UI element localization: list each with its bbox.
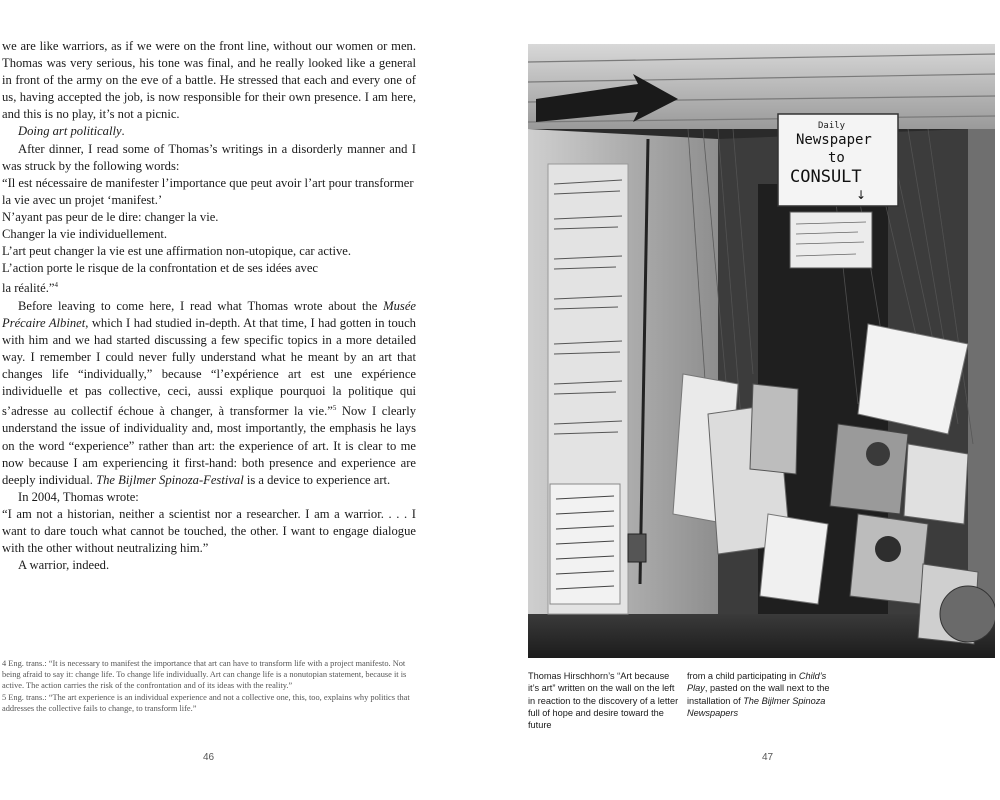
text-span: A warrior, indeed. [18,558,110,573]
footnote-4: 4 Eng. trans.: “It is necessary to manifest the importance that art can have to transform life with a project manifesto. Not being afraid to say it: change life. To change life individually. Art can change life is a nonutopian statement, because it is active. The action carries the risk of the confrontation and of its ideas with the reality.” [2,659,407,691]
text-span: we are like warriors, as if we were on the front line, without our women or men. Thomas was very serious, his tone was final, and he really looked like a general in front of the army on the eve of a battle. He stressed that each and every one of us, having accepted the job, is now responsible for their own presence. I am here, and this is no play, it’s not a picnic. [2,39,416,122]
ceiling [528,44,995,129]
paragraph-1 [2,38,416,123]
sign-line-1: Newspaper [796,132,872,148]
quote-line-4 [2,243,416,260]
text-span: is a device to experience art. [243,472,391,487]
quote-line-1 [2,175,416,209]
footnote-ref: 5 [332,404,337,413]
photo-caption-col-1: Thomas Hirschhorn’s “Art because it’s art” written on the wall on the left in reaction to the discovery of a letter full of hope and desire toward the future [528,671,679,731]
text-span: la réalité.” [2,281,55,296]
text-span: Before leaving to come here, I read what Thomas wrote about the [18,298,384,313]
quote-line-5 [2,260,416,277]
quote-line-6 [2,277,416,297]
sign-small-text: Daily [818,121,846,131]
text-span: In 2004, Thomas wrote: [18,489,139,504]
text-span: L’action porte le risque de la confrontation et de ses idées avec [2,261,319,276]
sign-line-3: CONSULT [790,167,862,187]
body-text [2,38,416,574]
page-number-right: 47 [762,752,774,763]
photo-caption-col-2 [687,670,839,719]
text-span: Changer la vie individuellement. [2,227,168,242]
text-span: Now I clearly understand the issue of individuality and, most importantly, the emphasis he lays on the word “experience” rather than art: the experience of art. It is clear to me now because I am experiencing it first-hand: both presence and experience are deeply individual. [2,404,416,487]
text-span: N’ayant pas peur de le dire: changer la vie. [2,209,219,224]
quote-line-2 [2,209,416,226]
footnotes [2,658,416,714]
text-span: L’art peut changer la vie est une affirmation non-utopique, car active. [2,244,351,259]
quote-2004 [2,506,416,557]
sign-line-2: to [828,150,845,166]
text-span: , pasted on the wall next to the installation of [687,683,830,706]
paragraph-4 [2,298,416,489]
text-span: from a child participating in [687,671,799,681]
paragraph-3 [2,141,416,175]
italic-span: Musée Précaire Albinet [2,298,416,330]
italic-span: Child’s Play [687,671,827,694]
text-span: . [121,124,125,139]
footnote-ref: 4 [54,281,58,290]
italic-span: Doing art politically [18,124,122,139]
paragraph-closing [2,557,416,574]
text-span: “Il est nécessaire de manifester l’importance que peut avoir l’art pour transformer la vie avec un projet ‘manifest.’ [2,175,414,207]
text-span: , which I had studied in-depth. At that time, I had gotten in touch with him and we had started discussing a few specific topics in a more detailed way. I remember I could never fully understand what he meant by an art that changes life “individually,” because “l’expérience art est une expérience individuelle et pas collective, ceci, aussi explique pourquoi la politique qui s’adresse au collectif échoue à changer, à transformer la vie.” [2,315,416,419]
paragraph-2 [2,123,416,140]
italic-span: The Bijlmer Spinoza Newspapers [687,695,826,718]
installation-photo [528,44,995,658]
text-span: “I am not a historian, neither a scientist nor a researcher. I am a warrior. . . . I want to dare touch what cannot be touched, the other. I want to engage dialogue with the other without neutralizing him.” [2,506,416,556]
text-span: After dinner, I read some of Thomas’s writings in a disorderly manner and I was struck by the following words: [2,141,416,173]
italic-span: The Bijlmer Spinoza-Festival [96,472,244,487]
quote-line-3 [2,226,416,243]
footnote-5: 5 Eng. trans.: “The art experience is an individual experience and not a collective one, this, too, explains why politics that addresses the collective fails to change, to transform life.” [2,692,410,713]
handwritten-sheets [548,164,628,614]
page-number-left: 46 [203,752,215,763]
paragraph-5 [2,489,416,506]
sign-arrow: ↓ [856,188,867,202]
